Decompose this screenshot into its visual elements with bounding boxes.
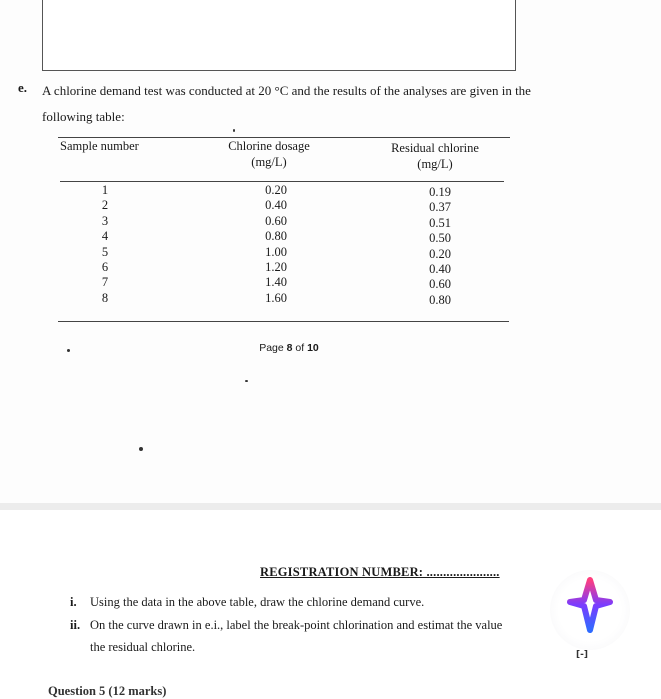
table-bottom-rule (58, 321, 509, 322)
table-cell-sample-number: 1 (101, 183, 109, 197)
table-cell-sample-number: 7 (101, 275, 109, 290)
registration-number-field: REGISTRATION NUMBER: ...................... (260, 565, 500, 579)
table-cell-chlorine-dosage: 0.80 (265, 229, 287, 244)
question-label: e. (18, 80, 28, 95)
question-line-1: A chlorine demand test was conducted at 20 °C and the results of the analyses are given in the (42, 83, 531, 98)
scan-speck (245, 380, 248, 382)
table-header-rule (60, 181, 504, 182)
table-cell-residual-chlorine: 0.20 (429, 246, 451, 261)
table-cell-chlorine-dosage: 1.20 (265, 260, 287, 275)
question-line-2: following table: (42, 109, 125, 124)
column-chlorine-dosage (252, 183, 300, 306)
table-cell-chlorine-dosage: 0.60 (265, 213, 287, 228)
table-cell-chlorine-dosage: 1.40 (265, 275, 287, 290)
table-cell-chlorine-dosage: 1.60 (265, 290, 287, 305)
table-cell-residual-chlorine: 0.60 (429, 277, 451, 292)
item-text-ii: On the curve drawn in e.i., label the break-point chlorination and estimat the value (90, 618, 503, 632)
table-cell-residual-chlorine: 0.50 (429, 231, 451, 246)
table-cell-sample-number: 3 (101, 213, 109, 228)
table-cell-residual-chlorine: 0.51 (429, 215, 451, 230)
question-text (42, 78, 582, 130)
item-text-i: Using the data in the above table, draw the chlorine demand curve. (90, 595, 425, 609)
header-residual-chlorine: Residual chlorine (mg/L) (391, 141, 479, 171)
table-cell-sample-number: 2 (101, 198, 109, 213)
header-sample-number: Sample number (60, 139, 139, 153)
badge-caption: [-] (576, 650, 588, 660)
table-cell-chlorine-dosage: 1.00 (265, 244, 287, 259)
answer-box (42, 0, 516, 71)
page-footer: Page 8 of 10 (259, 342, 319, 354)
table-cell-chlorine-dosage: 0.40 (265, 198, 287, 213)
header-chlorine-dosage: Chlorine dosage (mg/L) (228, 139, 310, 169)
item-number-i: i. (70, 595, 77, 609)
table-cell-residual-chlorine: 0.19 (429, 185, 451, 199)
item-number-ii: ii. (70, 618, 81, 632)
table-cell-sample-number: 6 (101, 260, 109, 275)
scan-speck (67, 349, 70, 352)
table-cell-residual-chlorine: 0.37 (429, 200, 451, 215)
table-cell-sample-number: 8 (101, 290, 109, 305)
item-text-ii-continued: the residual chlorine. (90, 640, 196, 654)
scan-speck (139, 447, 143, 451)
scan-speck (233, 129, 235, 132)
page-gap (0, 503, 661, 510)
column-sample-number (96, 183, 114, 306)
table-cell-residual-chlorine: 0.40 (429, 262, 451, 277)
table-cell-sample-number: 5 (101, 244, 109, 259)
column-residual-chlorine (416, 185, 464, 308)
sparkle-icon (550, 570, 630, 650)
table-cell-sample-number: 4 (101, 229, 109, 244)
table-cell-residual-chlorine: 0.80 (429, 292, 451, 307)
next-question-heading: Question 5 (12 marks) (48, 684, 167, 698)
ai-assistant-badge[interactable] (550, 570, 630, 650)
table-cell-chlorine-dosage: 0.20 (265, 183, 287, 197)
